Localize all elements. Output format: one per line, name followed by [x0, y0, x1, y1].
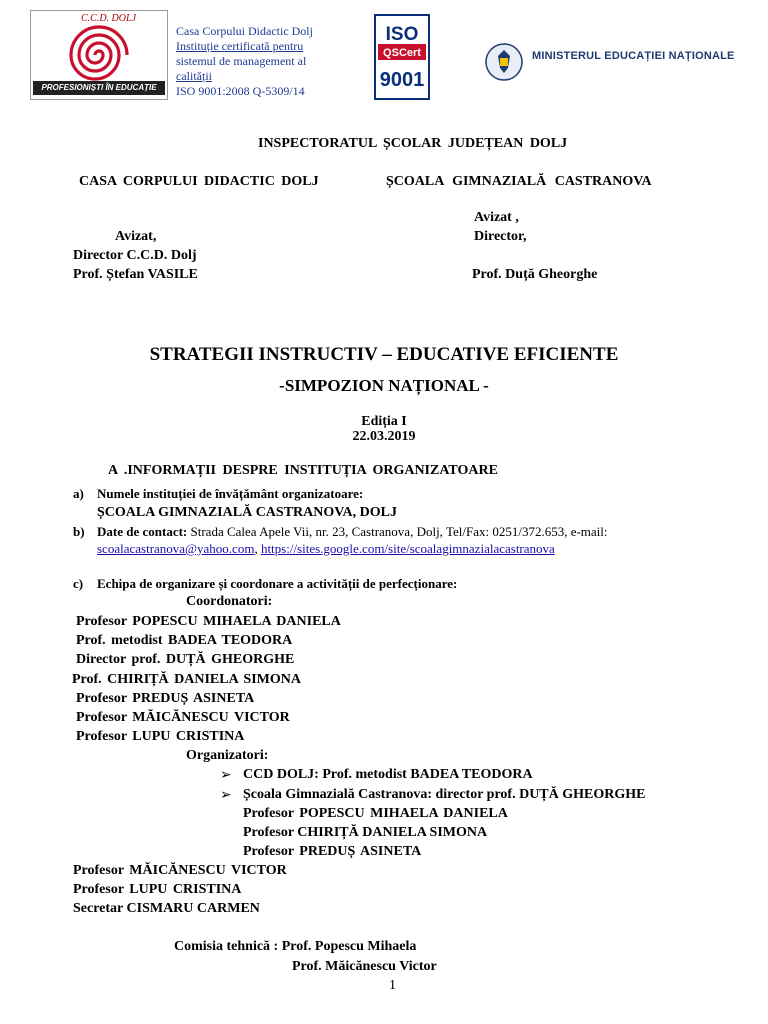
coordonator-item: Profesor POPESCU MIHAELA DANIELA: [76, 614, 341, 629]
item-c-label: Echipa de organizare și coordonare a activității de perfecționare:: [97, 576, 458, 591]
coordonator-item: Director prof. DUȚĂ GHEORGHE: [76, 652, 295, 667]
avizat-right-role: Director,: [474, 229, 527, 244]
item-b-label: Date de contact:: [97, 524, 188, 539]
avizat-left-name: Prof. Ștefan VASILE: [73, 267, 198, 282]
document-subtitle: -SIMPOZION NAȚIONAL -: [279, 376, 489, 395]
item-b-line: [97, 524, 608, 540]
comisia-member: Prof. Măicănescu Victor: [292, 959, 437, 974]
organizator-sub: Profesor POPESCU MIHAELA DANIELA: [243, 806, 508, 821]
item-a-label: Numele instituției de învățământ organizatoare:: [97, 486, 364, 501]
item-b-marker: b): [73, 524, 85, 539]
coordonator-item: Profesor MĂICĂNESCU VICTOR: [76, 710, 290, 725]
ministry-logo: [484, 40, 735, 84]
avizat-right-label: Avizat ,: [474, 210, 519, 225]
spiral-logo-icon: [49, 19, 149, 89]
scoala-heading: ȘCOALA GIMNAZIALĂ CASTRANOVA: [386, 174, 652, 189]
coordonator-item: Profesor PREDUȘ ASINETA: [76, 691, 255, 706]
organizator-rest: Profesor MĂICĂNESCU VICTOR: [73, 863, 287, 878]
ccd-info-line: sistemul de management al: [176, 54, 307, 68]
item-b-links: [97, 541, 555, 557]
ccd-info-line: Casa Corpului Didactic Dolj: [176, 24, 313, 38]
ccd-info-line: calității: [176, 69, 212, 83]
comisia-tehnica: Comisia tehnică : Prof. Popescu Mihaela: [174, 939, 417, 954]
organizator-rest: Secretar CISMARU CARMEN: [73, 901, 260, 916]
ccd-logo-name: C.C.D. DOLJ: [81, 13, 137, 24]
ccd-logo-band: PROFESIONIȘTI ÎN EDUCAȚIE: [33, 81, 165, 95]
organizator-bullet: CCD DOLJ: Prof. metodist BADEA TEODORA: [243, 767, 533, 782]
item-a-value: ȘCOALA GIMNAZIALĂ CASTRANOVA, DOLJ: [97, 505, 398, 520]
coordonator-item: Profesor LUPU CRISTINA: [76, 729, 245, 744]
organizator-sub: Profesor PREDUȘ ASINETA: [243, 844, 422, 859]
organizatori-heading: Organizatori:: [186, 748, 269, 763]
ccd-info: [176, 24, 313, 99]
item-c-marker: c): [73, 576, 84, 591]
ministry-crest-icon: [484, 40, 524, 84]
coordonator-item: Prof. metodist BADEA TEODORA: [76, 633, 293, 648]
page-number: 1: [389, 978, 396, 993]
link-separator: ,: [254, 541, 258, 556]
coordonatori-heading: Coordonatori:: [186, 594, 273, 609]
casa-heading: CASA CORPULUI DIDACTIC DOLJ: [79, 174, 319, 189]
iso-mid: QSCert: [383, 47, 421, 59]
email-link[interactable]: scoalacastranova@yahoo.com: [97, 541, 255, 556]
ministry-name: MINISTERUL EDUCAȚIEI NAȚIONALE: [532, 50, 735, 62]
avizat-left-role: Director C.C.D. Dolj: [73, 248, 197, 263]
bullet-arrow-icon: ➢: [220, 768, 232, 783]
item-b-value: Strada Calea Apele Vii, nr. 23, Castranova, Dolj, Tel/Fax: 0251/372.653, e-mail:: [190, 524, 608, 539]
ccd-logo: [30, 10, 168, 100]
event-date: 22.03.2019: [352, 429, 416, 444]
edition: Ediția I: [361, 414, 407, 429]
avizat-left-label: Avizat,: [115, 229, 157, 244]
inspectorat-heading: INSPECTORATUL ȘCOLAR JUDEȚEAN DOLJ: [258, 136, 568, 151]
organizator-bullet: Școala Gimnazială Castranova: director prof. DUȚĂ GHEORGHE: [243, 787, 646, 802]
website-link[interactable]: https://sites.google.com/site/scoalagimnazialacastranova: [260, 541, 555, 556]
item-a-marker: a): [73, 486, 84, 501]
organizator-sub: Profesor CHIRIȚĂ DANIELA SIMONA: [243, 825, 488, 840]
avizat-right-name: Prof. Duță Gheorghe: [472, 267, 598, 282]
ccd-info-line: Instituție certificată pentru: [176, 39, 304, 53]
iso-bottom: 9001: [379, 69, 425, 91]
ccd-info-line: ISO 9001:2008 Q-5309/14: [176, 84, 305, 98]
iso-top: ISO: [385, 24, 419, 45]
iso-badge-icon: [374, 14, 430, 100]
iso-logo: [374, 14, 430, 100]
document-title: STRATEGII INSTRUCTIV – EDUCATIVE EFICIENTE: [149, 344, 619, 365]
section-a-heading: A .INFORMAȚII DESPRE INSTITUȚIA ORGANIZATOARE: [108, 463, 498, 478]
bullet-arrow-icon: ➢: [220, 788, 232, 803]
organizator-rest: Profesor LUPU CRISTINA: [73, 882, 242, 897]
coordonator-item: Prof. CHIRIȚĂ DANIELA SIMONA: [72, 672, 301, 687]
